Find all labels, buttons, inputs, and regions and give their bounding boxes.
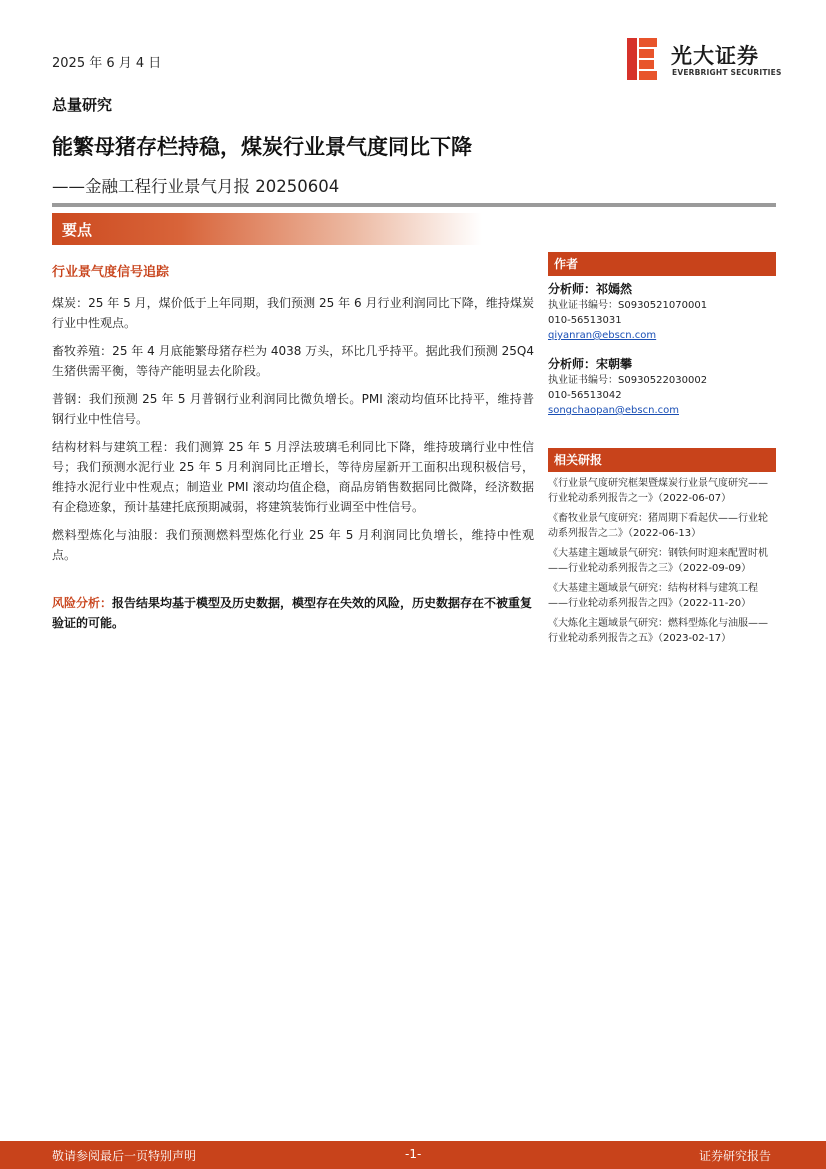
paragraph-steel: 普钢：我们预测 25 年 5 月普钢行业利润同比微负增长。PMI 滚动均值环比持平，维持普钢行业中性信号。: [52, 392, 534, 426]
paragraph-materials: 结构材料与建筑工程：我们测算 25 年 5 月浮法玻璃毛利同比下降，维持玻璃行业中性信号；我们预测水泥行业 25 年 5 月利润同比正增长，等待房屋新开工面积出现积极信号，维持水泥行业中性观点；制造业 PMI 滚动均值企稳，商品房销售数据同比微降，经济数据有企稳迹象，预计基建托底预期减弱，将建筑装饰行业调至中性信号。: [52, 440, 534, 514]
related-report-item: 《大基建主题域景气研究：结构材料与建筑工程——行业轮动系列报告之四》（2022-11-20）: [548, 583, 758, 609]
related-reports-header: 相关研报: [548, 448, 776, 472]
report-subtitle: ——金融工程行业景气月报 20250604: [52, 177, 340, 196]
paragraph-livestock: 畜牧养殖：25 年 4 月底能繁母猪存栏为 4038 万头，环比几乎持平。据此我们预测 25Q4 生猪供需平衡，等待产能明显去化阶段。: [52, 344, 534, 378]
title-divider: [52, 203, 776, 207]
key-points-label: 要点: [62, 221, 93, 239]
analyst-name: 分析师：宋朝攀: [548, 357, 633, 371]
brand-name-en: EVERBRIGHT SECURITIES: [672, 68, 782, 77]
analyst-card: [548, 355, 776, 418]
analyst-email-link[interactable]: qiyanran@ebscn.com: [548, 330, 657, 341]
analyst-name: 分析师：祁嫣然: [548, 282, 633, 296]
report-category: 总量研究: [52, 96, 113, 114]
related-report-item: 《畜牧业景气度研究：猪周期下看起伏——行业轮动系列报告之二》（2022-06-13）: [548, 513, 768, 539]
sidebar: [548, 252, 776, 651]
everbright-logo-icon: [627, 38, 657, 80]
paragraph-refining: 燃料型炼化与油服：我们预测燃料型炼化行业 25 年 5 月利润同比负增长，维持中性观点。: [52, 528, 534, 562]
related-report-item: 《大基建主题域景气研究：钢铁何时迎来配置时机——行业轮动系列报告之三》（2022-09-09）: [548, 548, 768, 574]
analyst-cert: 执业证书编号：S0930521070001: [548, 300, 708, 311]
risk-text: 报告结果均基于模型及历史数据，模型存在失效的风险，历史数据存在不被重复验证的可能。: [52, 596, 533, 630]
page-number: -1-: [405, 1147, 422, 1161]
analyst-email-link[interactable]: songchaopan@ebscn.com: [548, 405, 679, 416]
key-points-banner: [52, 213, 482, 245]
section-heading: 行业景气度信号追踪: [52, 265, 170, 280]
related-report-item: 《大炼化主题域景气研究：燃料型炼化与油服——行业轮动系列报告之五》（2023-02-17）: [548, 618, 768, 644]
analyst-phone: 010-56513042: [548, 390, 622, 401]
footer-report-type: 证券研究报告: [698, 1149, 771, 1163]
report-title: 能繁母猪存栏持稳，煤炭行业景气度同比下降: [52, 135, 472, 159]
authors-header: 作者: [548, 252, 776, 276]
report-date: 2025 年 6 月 4 日: [52, 56, 162, 71]
main-content: [52, 261, 534, 633]
page-footer: [0, 1141, 826, 1169]
brand-logo: [627, 38, 782, 82]
paragraph-coal: 煤炭：25 年 5 月，煤价低于上年同期，我们预测 25 年 6 月行业利润同比下降，维持煤炭行业中性观点。: [52, 296, 534, 330]
analyst-cert: 执业证书编号：S0930522030002: [548, 375, 708, 386]
brand-name-cn: 光大证券: [671, 44, 759, 68]
footer-disclaimer: 敬请参阅最后一页特别声明: [52, 1149, 197, 1163]
related-report-item: 《行业景气度研究框架暨煤炭行业景气度研究——行业轮动系列报告之一》（2022-06-07）: [548, 478, 768, 504]
risk-label: 风险分析：: [52, 596, 113, 610]
analyst-card: [548, 280, 776, 343]
analyst-phone: 010-56513031: [548, 315, 622, 326]
risk-analysis: [52, 593, 534, 633]
